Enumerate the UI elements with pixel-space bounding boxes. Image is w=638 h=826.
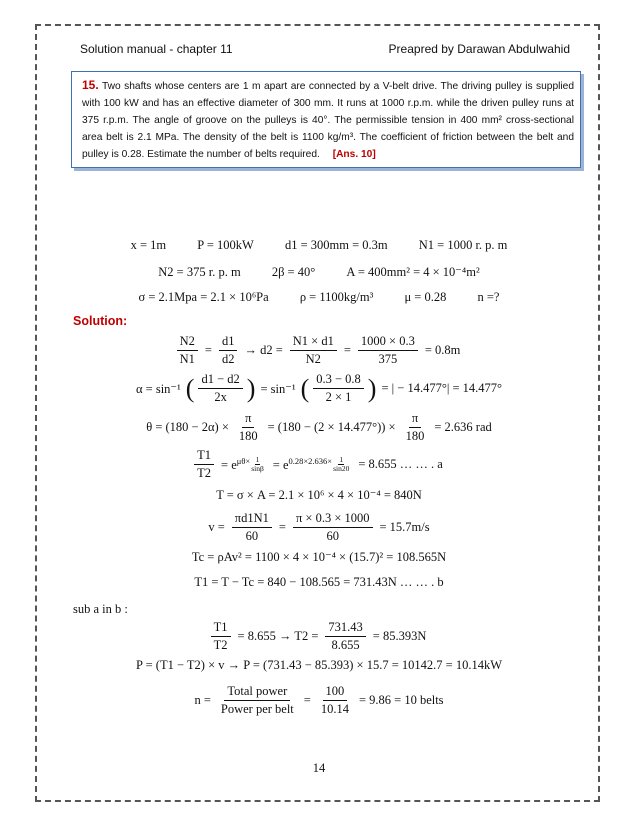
solution-title: Solution: <box>73 314 128 328</box>
problem-statement <box>71 71 581 168</box>
equation-t2: $\frac{T1}{T2}$ = 8.655 → T2 = $\frac{731.43}{8.655}$ = 85.393N <box>0 620 638 653</box>
equation-alpha: α = sin⁻¹ ( $\frac{d1 - d2}{2x}$ ) = sin⁻¹ ( $\frac{0.3 - 0.8}{2 \times 1}$ ) = | − 14.477°| = 14.477° <box>136 372 502 404</box>
given-item: P = 100kW <box>197 238 254 252</box>
equation-number-of-belts: n = $\frac{\text{Total power}}{\text{Power per belt}}$ = $\frac{100}{10.14}$ = 9.86 = 10 belts <box>194 684 444 716</box>
given-row-3 <box>0 290 638 305</box>
fraction: $\frac{\pi \times 0.3 \times 1000}{60}$ <box>293 511 373 544</box>
header-right: Preapred by Darawan Abdulwahid <box>388 42 570 56</box>
equation-velocity: v = $\frac{\pi d1N1}{60}$ = $\frac{\pi \times 0.3 \times 1000}{60}$ = 15.7m/s <box>208 511 430 543</box>
given-item: N2 = 375 r. p. m <box>158 265 241 279</box>
equation-t1: T1 = T − Tc = 840 − 108.565 = 731.43N … … . b <box>194 575 444 589</box>
problem-number: 15. <box>82 78 99 92</box>
given-item: ρ = 1100kg/m³ <box>299 290 374 304</box>
fraction: $\frac{T1}{T2}$ <box>194 448 214 481</box>
page-number: 14 <box>312 761 326 775</box>
page-header <box>80 42 570 56</box>
fraction: $\frac{\pi}{180}$ <box>405 411 425 443</box>
problem-answer: [Ans. 10] <box>332 149 376 160</box>
given-item: n =? <box>477 290 500 304</box>
fraction: $\frac{\pi}{180}$ <box>238 411 258 443</box>
given-item: d1 = 300mm = 0.3m <box>284 238 388 252</box>
problem-text: Two shafts whose centers are 1 m apart are connected by a V-belt drive. The driving pulley is supplied with 100 kW and has an effective diameter of 300 mm. It runs at 1000 r.p.m. while the driven pulley runs at 375 r.p.m. The angle of groove on the pulleys is 40°. The permissible tension in 400 mm² cross-sectional area belt is 2.1 MPa. The density of the belt is 1100 kg/m³. The coefficient of friction between the belt and pulley is 0.28. Estimate the number of belts required. <box>82 81 574 160</box>
fraction: $\frac{731.43}{8.655}$ <box>325 620 365 653</box>
fraction: $\frac{\pi d1N1}{60}$ <box>232 511 272 544</box>
fraction: $\frac{1000 \times 0.3}{375}$ <box>358 334 418 367</box>
header-left: Solution manual - chapter 11 <box>80 42 233 56</box>
given-item: μ = 0.28 <box>404 290 447 304</box>
fraction: $\frac{N2}{N1}$ <box>177 334 198 367</box>
given-item: 2β = 40° <box>271 265 316 279</box>
fraction: $\frac{d1}{d2}$ <box>219 334 238 367</box>
fraction: $\frac{\text{Total power}}{\text{Power per belt}}$ <box>220 684 294 716</box>
given-row-1 <box>0 238 638 253</box>
fraction: $\frac{T1}{T2}$ <box>211 620 231 653</box>
fraction: $\frac{N1 \times d1}{N2}$ <box>290 334 337 367</box>
equation-power: P = (T1 − T2) × v → P = (731.43 − 85.393) × 15.7 = 10142.7 = 10.14kW <box>136 658 502 672</box>
equation-centrifugal-tension: Tc = ρAv² = 1100 × 4 × 10⁻⁴ × (15.7)² = 108.565N <box>191 550 447 564</box>
given-item: N1 = 1000 r. p. m <box>418 238 508 252</box>
equation-max-tension: T = σ × A = 2.1 × 10⁶ × 4 × 10⁻⁴ = 840N <box>216 488 422 502</box>
given-item: σ = 2.1Mpa = 2.1 × 10⁶Pa <box>138 290 269 304</box>
equation-theta: θ = (180 − 2α) × $\frac{\pi}{180}$ = (180 − (2 × 14.477°)) × $\frac{\pi}{180}$ = 2.636 rad <box>146 411 492 443</box>
given-item: A = 400mm² = 4 × 10⁻⁴m² <box>346 265 480 279</box>
fraction: $\frac{d1 - d2}{2x}$ <box>198 372 242 405</box>
substitution-note: sub a in b : <box>73 602 128 616</box>
fraction: $\frac{0.3 - 0.8}{2 \times 1}$ <box>313 372 364 405</box>
given-item: x = 1m <box>130 238 167 252</box>
given-row-2 <box>0 264 638 280</box>
equation-tension-ratio: $\frac{T1}{T2}$ = $e^{\mu\theta\times}$ $\frac{1}{\sin\beta}$ = $e^{0.28\times 2.636\times}$ $\frac{1}{\sin 20}$ = 8.655 … … . a <box>0 448 638 481</box>
fraction: $\frac{100}{10.14}$ <box>320 684 349 716</box>
equation-speed-ratio: $\frac{N2}{N1}$ = $\frac{d1}{d2}$ → d2 = $\frac{N1 \times d1}{N2}$ = $\frac{1000 \times 0.3}{375}$ = 0.8m <box>0 334 638 367</box>
